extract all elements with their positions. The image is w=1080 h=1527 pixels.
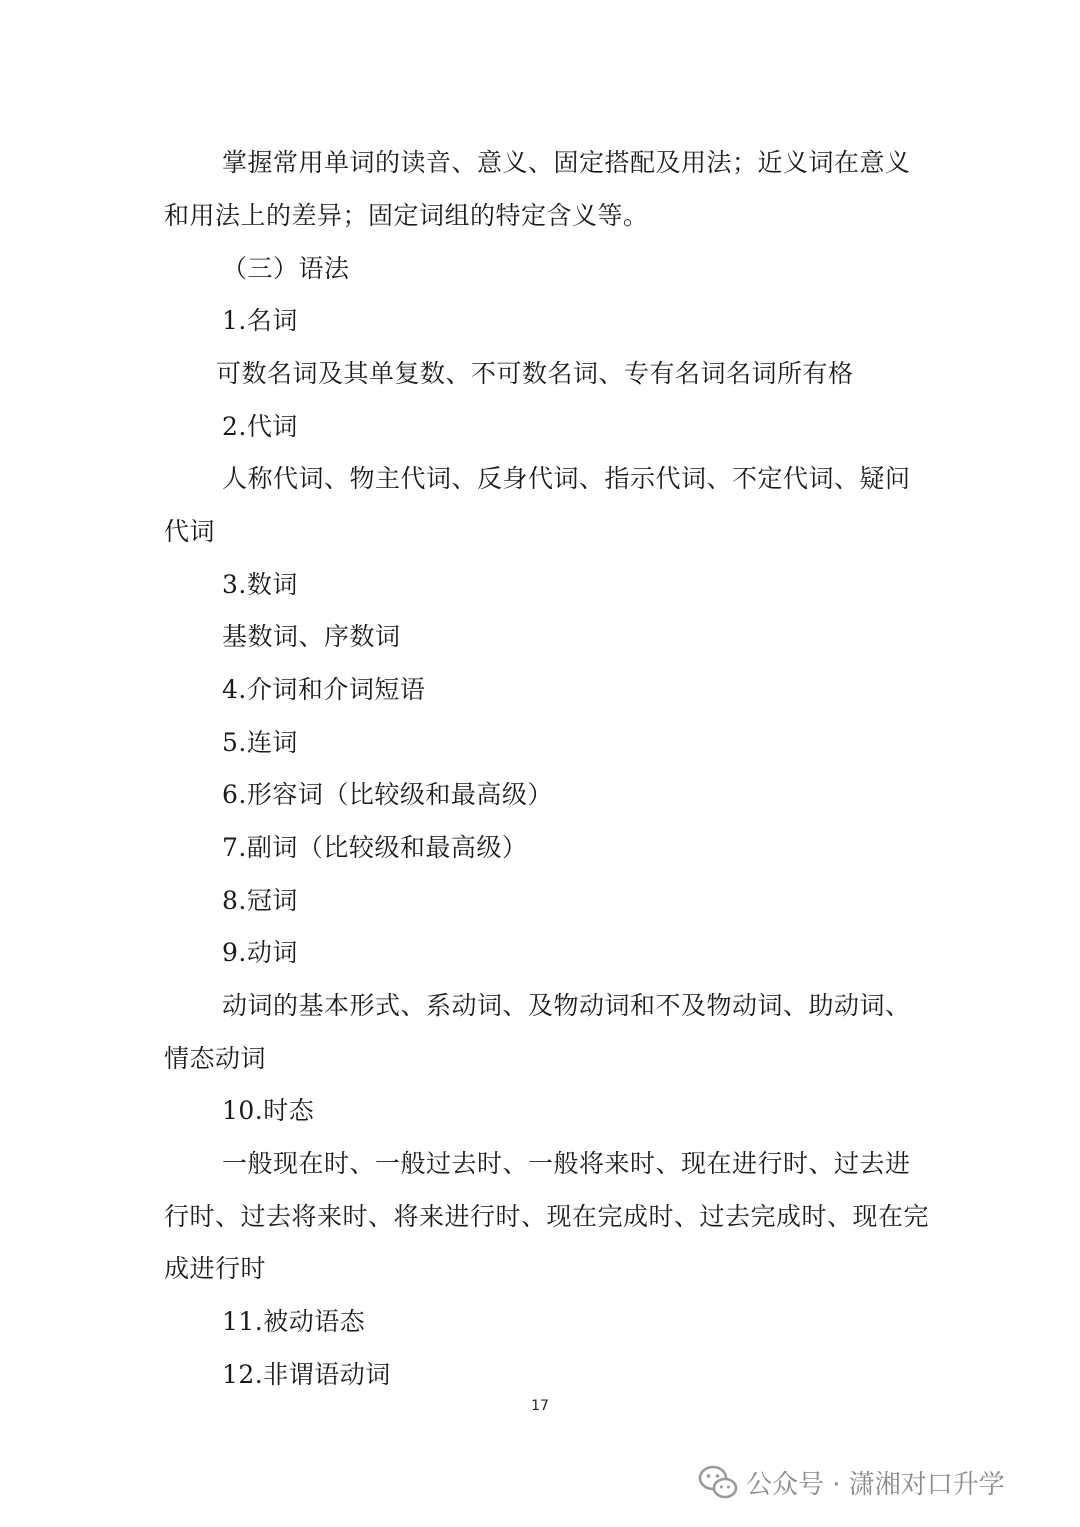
section-heading-grammar: （三）语法 (222, 254, 350, 283)
item-heading-passive-voice: 11.被动语态 (222, 1307, 366, 1336)
text-line-vocabulary-2: 和用法上的差异；固定词组的特定含义等。 (164, 201, 649, 230)
item-body-tense-2: 行时、过去将来时、将来进行时、现在完成时、过去完成时、现在完 (164, 1202, 930, 1231)
item-body-verb-1: 动词的基本形式、系动词、及物动词和不及物动词、助动词、 (222, 991, 911, 1020)
item-body-tense-1: 一般现在时、一般过去时、一般将来时、现在进行时、过去进 (222, 1149, 911, 1178)
watermark (698, 1462, 1005, 1502)
item-heading-non-finite-verb: 12.非谓语动词 (222, 1360, 391, 1389)
item-body-tense-3: 成进行时 (164, 1254, 267, 1283)
item-heading-adverb: 7.副词（比较级和最高级） (222, 833, 528, 862)
item-heading-tense: 10.时态 (222, 1096, 315, 1125)
item-heading-preposition: 4.介词和介词短语 (222, 675, 426, 704)
wechat-icon (698, 1464, 738, 1500)
item-body-verb-2: 情态动词 (164, 1044, 267, 1073)
item-body-pronoun-2: 代词 (164, 517, 216, 546)
item-body-pronoun-1: 人称代词、物主代词、反身代词、指示代词、不定代词、疑问 (222, 464, 911, 493)
item-heading-noun: 1.名词 (222, 306, 298, 335)
page-number: 17 (531, 1398, 549, 1414)
item-heading-adjective: 6.形容词（比较级和最高级） (222, 780, 553, 809)
item-heading-article: 8.冠词 (222, 886, 298, 915)
item-heading-numeral: 3.数词 (222, 570, 298, 599)
text-line-vocabulary-1: 掌握常用单词的读音、意义、固定搭配及用法；近义词在意义 (222, 148, 911, 177)
item-heading-conjunction: 5.连词 (222, 728, 298, 757)
item-heading-pronoun: 2.代词 (222, 412, 298, 441)
item-body-numeral: 基数词、序数词 (222, 622, 401, 651)
item-heading-verb: 9.动词 (222, 938, 298, 967)
watermark-text: 公众号 · 潇湘对口升学 (746, 1469, 1005, 1500)
item-body-noun: 可数名词及其单复数、不可数名词、专有名词名词所有格 (216, 359, 854, 388)
